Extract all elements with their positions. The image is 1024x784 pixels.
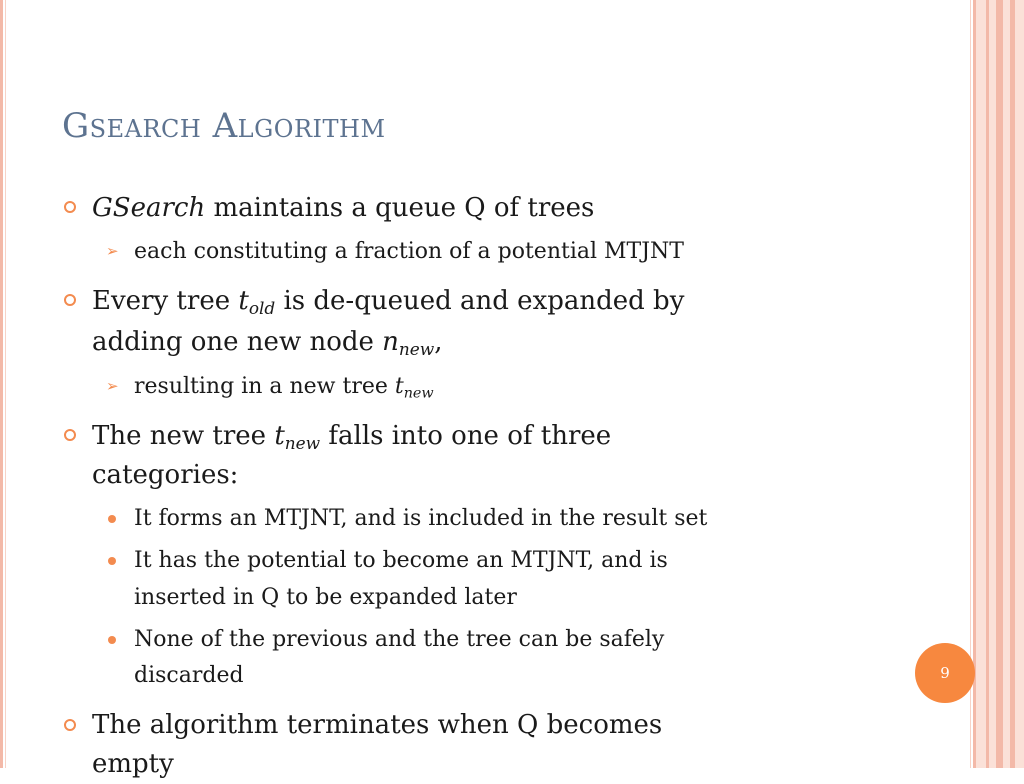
circle-bullet-icon bbox=[64, 429, 76, 441]
bullet-gsearch: GSearch maintains a queue Q of trees bbox=[92, 193, 595, 223]
bullet-every-tree: Every tree $t_{old}$ is de-queued and expanded by bbox=[92, 286, 685, 319]
decor-stripe bbox=[986, 0, 989, 768]
dot-bullet-icon bbox=[108, 515, 116, 523]
bullet-every-tree-line2: adding one new node $n_{new}$, bbox=[92, 327, 443, 360]
bullet-terminates: The algorithm terminates when Q becomes bbox=[92, 710, 663, 740]
arrow-bullet-icon: ➢ bbox=[106, 377, 119, 395]
bullet-terminates-line2: empty bbox=[92, 749, 174, 779]
subbullet-fraction: each constituting a fraction of a potential MTJNT bbox=[134, 239, 684, 264]
circle-bullet-icon bbox=[64, 294, 76, 306]
bullet-new-tree: The new tree $t_{new}$ falls into one of three bbox=[92, 421, 612, 454]
bullet-new-tree-line2: categories: bbox=[92, 460, 239, 490]
decor-stripe bbox=[1010, 0, 1015, 768]
circle-bullet-icon bbox=[64, 719, 76, 731]
page-number-badge: 9 bbox=[915, 643, 975, 703]
subbullet-potential: It has the potential to become an MTJNT, and is bbox=[134, 548, 668, 573]
arrow-bullet-icon: ➢ bbox=[106, 242, 119, 260]
dot-bullet-icon bbox=[108, 636, 116, 644]
subbullet-resulting: resulting in a new tree $t_{new}$ bbox=[134, 374, 434, 402]
subbullet-potential-line2: inserted in Q to be expanded later bbox=[134, 585, 517, 610]
dot-bullet-icon bbox=[108, 557, 116, 565]
subbullet-discarded: None of the previous and the tree can be safely bbox=[134, 627, 665, 652]
decor-stripe bbox=[996, 0, 1003, 768]
slide-title: Gsearch Algorithm bbox=[62, 106, 386, 146]
subbullet-forms-mtjnt: It forms an MTJNT, and is included in the result set bbox=[134, 506, 708, 531]
subbullet-discarded-line2: discarded bbox=[134, 663, 244, 688]
circle-bullet-icon bbox=[64, 201, 76, 213]
